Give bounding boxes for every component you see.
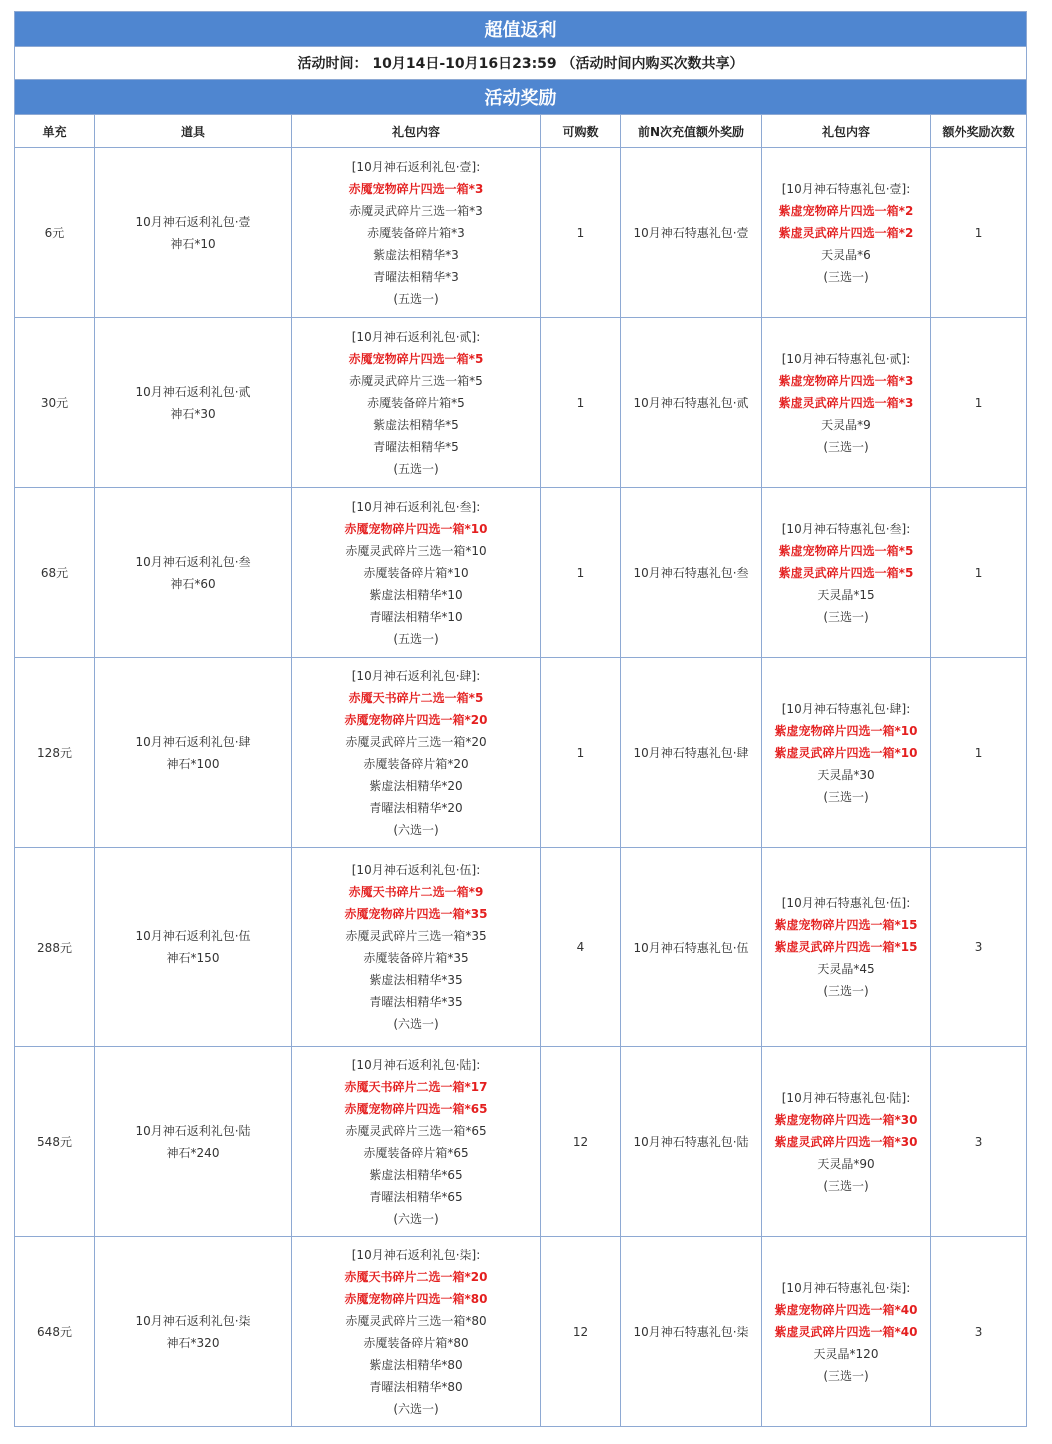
content-line: 紫虚灵武碎片四选一箱*30	[774, 1134, 918, 1149]
content-line: 赤魇灵武碎片三选一箱*5	[349, 373, 483, 388]
content-line: [10月神石特惠礼包·肆]:	[781, 701, 911, 716]
content-line: 紫虚宠物碎片四选一箱*5	[778, 543, 914, 558]
content-cell	[292, 148, 541, 318]
extra-reward-cell: 10月神石特惠礼包·贰	[621, 318, 762, 488]
qty-cell: 1	[541, 148, 621, 318]
content-line: [10月神石返利礼包·贰]:	[351, 329, 481, 344]
content-line: 赤魇天书碎片二选一箱*5	[348, 690, 484, 705]
qty-cell: 1	[541, 318, 621, 488]
content-line: 紫虚宠物碎片四选一箱*30	[774, 1112, 918, 1127]
content-line: [10月神石特惠礼包·叁]:	[781, 521, 911, 536]
content-line: (三选一)	[823, 439, 869, 454]
content-line: 赤魇灵武碎片三选一箱*10	[345, 543, 487, 558]
content-line: 神石*60	[170, 576, 216, 591]
activity-time: 活动时间： 10月14日-10月16日23:59 （活动时间内购买次数共享）	[15, 47, 1027, 80]
content-line: 天灵晶*9	[821, 417, 871, 432]
content-line: 青曜法相精华*3	[373, 269, 459, 284]
content-line: 紫虚法相精华*3	[373, 247, 459, 262]
content-line: [10月神石特惠礼包·伍]:	[781, 896, 911, 910]
content-line: 赤魇灵武碎片三选一箱*65	[345, 1123, 487, 1138]
content-line: (三选一)	[823, 1178, 869, 1193]
extra-content-cell	[762, 488, 931, 658]
content-line: 紫虚宠物碎片四选一箱*10	[774, 723, 918, 738]
content-line: 赤魇宠物碎片四选一箱*65	[344, 1101, 488, 1116]
content-line: 天灵晶*6	[821, 247, 871, 262]
extra-times-cell: 3	[931, 848, 1027, 1047]
content-line: (五选一)	[393, 291, 439, 306]
extra-content-cell	[762, 658, 931, 848]
extra-reward-cell: 10月神石特惠礼包·伍	[621, 848, 762, 1047]
content-line: (六选一)	[393, 1017, 439, 1031]
extra-content-cell	[762, 148, 931, 318]
extra-reward-cell: 10月神石特惠礼包·柒	[621, 1237, 762, 1427]
content-line: 神石*320	[166, 1335, 220, 1350]
col-header-qty: 可购数	[541, 115, 621, 148]
content-line: 青曜法相精华*80	[369, 1379, 463, 1394]
extra-content-cell	[762, 1237, 931, 1427]
content-line: 紫虚宠物碎片四选一箱*40	[774, 1302, 918, 1317]
extra-reward-cell: 10月神石特惠礼包·叁	[621, 488, 762, 658]
content-line: 紫虚宠物碎片四选一箱*3	[778, 373, 914, 388]
content-cell	[292, 1047, 541, 1237]
table-row	[15, 148, 1027, 318]
extra-times-cell: 1	[931, 658, 1027, 848]
content-line: 紫虚法相精华*80	[369, 1357, 463, 1372]
content-line: 青曜法相精华*65	[369, 1189, 463, 1204]
extra-times-cell: 3	[931, 1047, 1027, 1237]
content-line: [10月神石返利礼包·陆]:	[351, 1057, 481, 1072]
table-header-row	[15, 115, 1027, 148]
item-cell	[95, 488, 292, 658]
col-header-content: 礼包内容	[292, 115, 541, 148]
col-header-extra-reward: 前N次充值额外奖励	[621, 115, 762, 148]
qty-cell: 4	[541, 848, 621, 1047]
content-line: 紫虚法相精华*10	[369, 587, 463, 602]
content-line: 神石*240	[166, 1145, 220, 1160]
extra-times-cell: 1	[931, 148, 1027, 318]
content-line: 赤魇宠物碎片四选一箱*80	[344, 1291, 488, 1306]
content-line: (五选一)	[393, 631, 439, 646]
table-row	[15, 1237, 1027, 1427]
content-line: 紫虚灵武碎片四选一箱*2	[778, 225, 914, 240]
content-cell	[292, 1237, 541, 1427]
content-line: 神石*30	[170, 406, 216, 421]
content-line: 赤魇装备碎片箱*10	[363, 565, 469, 580]
content-line: 赤魇宠物碎片四选一箱*5	[348, 351, 484, 366]
content-cell	[292, 658, 541, 848]
content-line: 青曜法相精华*5	[373, 439, 459, 454]
content-line: 10月神石返利礼包·伍	[135, 929, 251, 943]
content-line: 神石*10	[170, 236, 216, 251]
content-line: 紫虚宠物碎片四选一箱*2	[778, 203, 914, 218]
content-line: 赤魇天书碎片二选一箱*20	[344, 1269, 488, 1284]
content-line: 紫虚灵武碎片四选一箱*3	[778, 395, 914, 410]
table-row	[15, 848, 1027, 1047]
col-header-extra-content: 礼包内容	[762, 115, 931, 148]
price-cell: 128元	[15, 658, 95, 848]
item-cell	[95, 148, 292, 318]
content-line: [10月神石返利礼包·壹]:	[351, 159, 481, 174]
content-line: [10月神石特惠礼包·柒]:	[781, 1280, 911, 1295]
table-row	[15, 488, 1027, 658]
content-line: [10月神石特惠礼包·壹]:	[781, 181, 911, 196]
content-line: 青曜法相精华*10	[369, 609, 463, 624]
content-line: 10月神石返利礼包·贰	[135, 384, 251, 399]
content-line: 天灵晶*15	[817, 587, 875, 602]
content-line: 赤魇装备碎片箱*80	[363, 1335, 469, 1350]
content-line: 天灵晶*90	[817, 1156, 875, 1171]
content-line: 10月神石返利礼包·陆	[135, 1123, 251, 1138]
content-line: 赤魇装备碎片箱*5	[367, 395, 465, 410]
content-line: 赤魇装备碎片箱*35	[363, 951, 469, 965]
content-line: 紫虚灵武碎片四选一箱*40	[774, 1324, 918, 1339]
extra-times-cell: 3	[931, 1237, 1027, 1427]
item-cell	[95, 1047, 292, 1237]
content-line: 赤魇灵武碎片三选一箱*3	[349, 203, 483, 218]
page-title: 超值返利	[15, 12, 1027, 47]
content-line: 紫虚灵武碎片四选一箱*15	[774, 940, 918, 954]
table-row	[15, 1047, 1027, 1237]
content-line: 神石*150	[166, 951, 220, 965]
content-line: 赤魇天书碎片二选一箱*17	[344, 1079, 488, 1094]
extra-times-cell: 1	[931, 488, 1027, 658]
content-line: (三选一)	[823, 269, 869, 284]
content-line: 紫虚宠物碎片四选一箱*15	[774, 918, 918, 932]
col-header-extra-times: 额外奖励次数	[931, 115, 1027, 148]
content-line: 赤魇宠物碎片四选一箱*3	[348, 181, 484, 196]
col-header-price: 单充	[15, 115, 95, 148]
price-cell: 68元	[15, 488, 95, 658]
content-line: [10月神石返利礼包·柒]:	[351, 1247, 481, 1262]
content-line: (六选一)	[393, 1211, 439, 1226]
extra-content-cell	[762, 848, 931, 1047]
extra-reward-cell: 10月神石特惠礼包·陆	[621, 1047, 762, 1237]
content-line: [10月神石返利礼包·伍]:	[351, 863, 481, 877]
content-line: 10月神石返利礼包·壹	[135, 214, 251, 229]
section-title: 活动奖励	[15, 80, 1027, 115]
content-line: 神石*100	[166, 756, 220, 771]
content-line: (三选一)	[823, 609, 869, 624]
content-line: 青曜法相精华*20	[369, 800, 463, 815]
rebate-table-container	[14, 11, 1026, 1427]
price-cell: 548元	[15, 1047, 95, 1237]
content-line: 赤魇灵武碎片三选一箱*20	[345, 734, 487, 749]
item-cell	[95, 658, 292, 848]
content-line: 赤魇宠物碎片四选一箱*20	[344, 712, 488, 727]
content-line: 紫虚法相精华*5	[373, 417, 459, 432]
content-line: [10月神石特惠礼包·陆]:	[781, 1090, 911, 1105]
content-line: (六选一)	[393, 1401, 439, 1416]
content-line: 紫虚法相精华*35	[369, 973, 463, 987]
content-line: 天灵晶*120	[813, 1346, 879, 1361]
item-cell	[95, 1237, 292, 1427]
content-line: 赤魇装备碎片箱*65	[363, 1145, 469, 1160]
item-cell	[95, 848, 292, 1047]
content-line: 10月神石返利礼包·叁	[135, 554, 251, 569]
table-row	[15, 658, 1027, 848]
content-line: 赤魇灵武碎片三选一箱*35	[345, 929, 487, 943]
content-line: 10月神石返利礼包·肆	[135, 734, 251, 749]
col-header-item: 道具	[95, 115, 292, 148]
content-line: [10月神石返利礼包·肆]:	[351, 668, 481, 683]
content-line: (六选一)	[393, 822, 439, 837]
content-line: 赤魇宠物碎片四选一箱*10	[344, 521, 488, 536]
content-line: (三选一)	[823, 789, 869, 804]
content-line: 紫虚法相精华*65	[369, 1167, 463, 1182]
extra-reward-cell: 10月神石特惠礼包·壹	[621, 148, 762, 318]
content-line: 紫虚灵武碎片四选一箱*10	[774, 745, 918, 760]
content-cell	[292, 488, 541, 658]
content-line: 天灵晶*30	[817, 767, 875, 782]
content-line: 赤魇宠物碎片四选一箱*35	[344, 907, 488, 921]
content-line: (五选一)	[393, 461, 439, 476]
content-line: [10月神石返利礼包·叁]:	[351, 499, 481, 514]
content-line: 青曜法相精华*35	[369, 995, 463, 1009]
qty-cell: 1	[541, 658, 621, 848]
price-cell: 6元	[15, 148, 95, 318]
price-cell: 30元	[15, 318, 95, 488]
content-cell	[292, 318, 541, 488]
content-line: 紫虚法相精华*20	[369, 778, 463, 793]
content-line: (三选一)	[823, 1368, 869, 1383]
content-line: 赤魇装备碎片箱*20	[363, 756, 469, 771]
item-cell	[95, 318, 292, 488]
qty-cell: 12	[541, 1237, 621, 1427]
content-line: 赤魇灵武碎片三选一箱*80	[345, 1313, 487, 1328]
content-line: 赤魇装备碎片箱*3	[367, 225, 465, 240]
extra-reward-cell: 10月神石特惠礼包·肆	[621, 658, 762, 848]
content-line: (三选一)	[823, 984, 869, 998]
content-line: [10月神石特惠礼包·贰]:	[781, 351, 911, 366]
content-cell	[292, 848, 541, 1047]
content-line: 天灵晶*45	[817, 962, 875, 976]
extra-times-cell: 1	[931, 318, 1027, 488]
content-line: 10月神石返利礼包·柒	[135, 1313, 251, 1328]
qty-cell: 1	[541, 488, 621, 658]
content-line: 赤魇天书碎片二选一箱*9	[348, 885, 484, 899]
content-line: 紫虚灵武碎片四选一箱*5	[778, 565, 914, 580]
price-cell: 648元	[15, 1237, 95, 1427]
extra-content-cell	[762, 1047, 931, 1237]
price-cell: 288元	[15, 848, 95, 1047]
table-row	[15, 318, 1027, 488]
extra-content-cell	[762, 318, 931, 488]
qty-cell: 12	[541, 1047, 621, 1237]
rebate-table	[14, 11, 1027, 1427]
